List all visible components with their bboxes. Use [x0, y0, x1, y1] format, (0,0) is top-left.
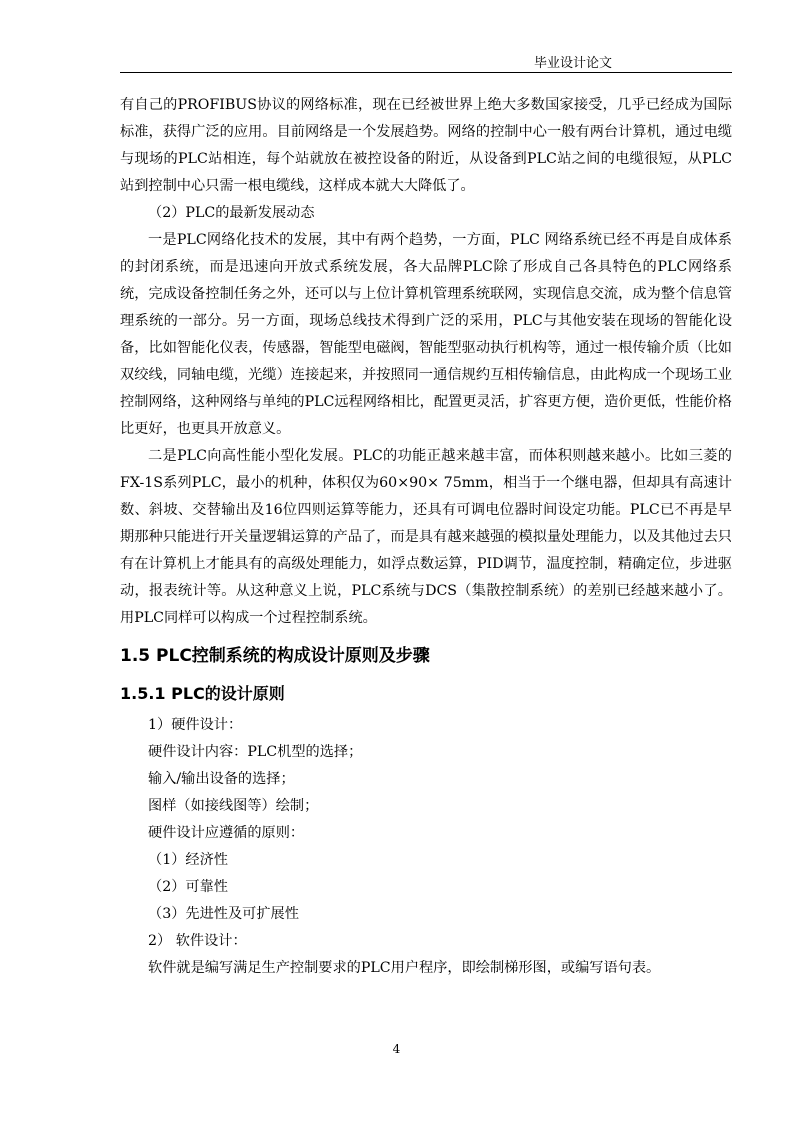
list-line: （3）先进性及可扩展性	[148, 906, 299, 922]
list-line: 硬件设计应遵循的原则：	[148, 825, 305, 841]
page-number: 4	[392, 1042, 401, 1056]
list-line: 软件就是编写满足生产控制要求的PLC用户程序，即绘制梯形图，或编写语句表。	[148, 960, 661, 976]
list-line: 输入/输出设备的选择；	[148, 771, 295, 787]
paragraph-profibus: 有自己的PROFIBUS协议的网络标准，现在已经被世界上绝大多数国家接受，几乎已经成为国际标准，获得广泛的应用。目前网络是一个发展趋势。网络的控制中心一般有两台计算机，通过电缆与现场的PLC站相连，每个站就放在被控设备的附近，从设备到PLC站之间的电缆很短，从PLC站到控制中心只需一根电缆线，这样成本就大大降低了。	[120, 97, 732, 194]
list-line: 图样（如接线图等）绘制；	[148, 798, 319, 814]
list-line: （2）可靠性	[148, 879, 228, 895]
list-line: 1）硬件设计：	[148, 717, 243, 733]
document-body	[120, 92, 732, 982]
paragraph-networking: 一是PLC网络化技术的发展，其中有两个趋势，一方面，PLC 网络系统已经不再是自成体系的封闭系统，而是迅速向开放式系统发展，各大品牌PLC除了形成自己各具特色的PLC网络系统，完成设备控制任务之外，还可以与上位计算机管理系统联网，实现信息交流，成为整个信息管理系统的一部分。另一方面，现场总线技术得到广泛的采用，PLC与其他安装在现场的智能化设备，比如智能化仪表，传感器，智能型电磁阀，智能型驱动执行机构等，通过一根传输介质（比如双绞线，同轴电缆，光缆）连接起来，并按照同一通信规约互相传输信息，由此构成一个现场工业控制网络，这种网络与单纯的PLC远程网络相比，配置更灵活，扩容更方便，造价更低，性能价格比更好，也更具开放意义。	[120, 232, 732, 437]
section-heading: 1.5 PLC控制系统的构成设计原则及步骤	[120, 646, 430, 666]
page-header	[120, 52, 732, 73]
subsection-heading: 1.5.1 PLC的设计原则	[120, 684, 285, 703]
list-line: 2） 软件设计：	[148, 933, 247, 949]
paragraph-miniaturization: 二是PLC向高性能小型化发展。PLC的功能正越来越丰富，而体积则越来越小。比如三菱的FX-1S系列PLC，最小的机种，体积仅为60×90× 75mm，相当于一个继电器，但却具有高速计数、斜坡、交替输出及16位四则运算等能力，还具有可调电位器时间设定功能。PLC已不再是早期那种只能进行开关量逻辑运算的产品了，而是具有越来越强的模拟量处理能力，以及其他过去只有在计算机上才能具有的高级处理能力，如浮点数运算，PID调节，温度控制，精确定位，步进驱动，报表统计等。从这种意义上说，PLC系统与DCS（集散控制系统）的差别已经越来越小了。用PLC同样可以构成一个过程控制系统。	[120, 448, 732, 626]
paragraph-subheading: （2）PLC的最新发展动态	[148, 205, 315, 221]
header-title: 毕业设计论文	[533, 56, 612, 71]
list-line: 硬件设计内容：PLC机型的选择；	[148, 744, 363, 760]
list-line: （1）经济性	[148, 852, 228, 868]
